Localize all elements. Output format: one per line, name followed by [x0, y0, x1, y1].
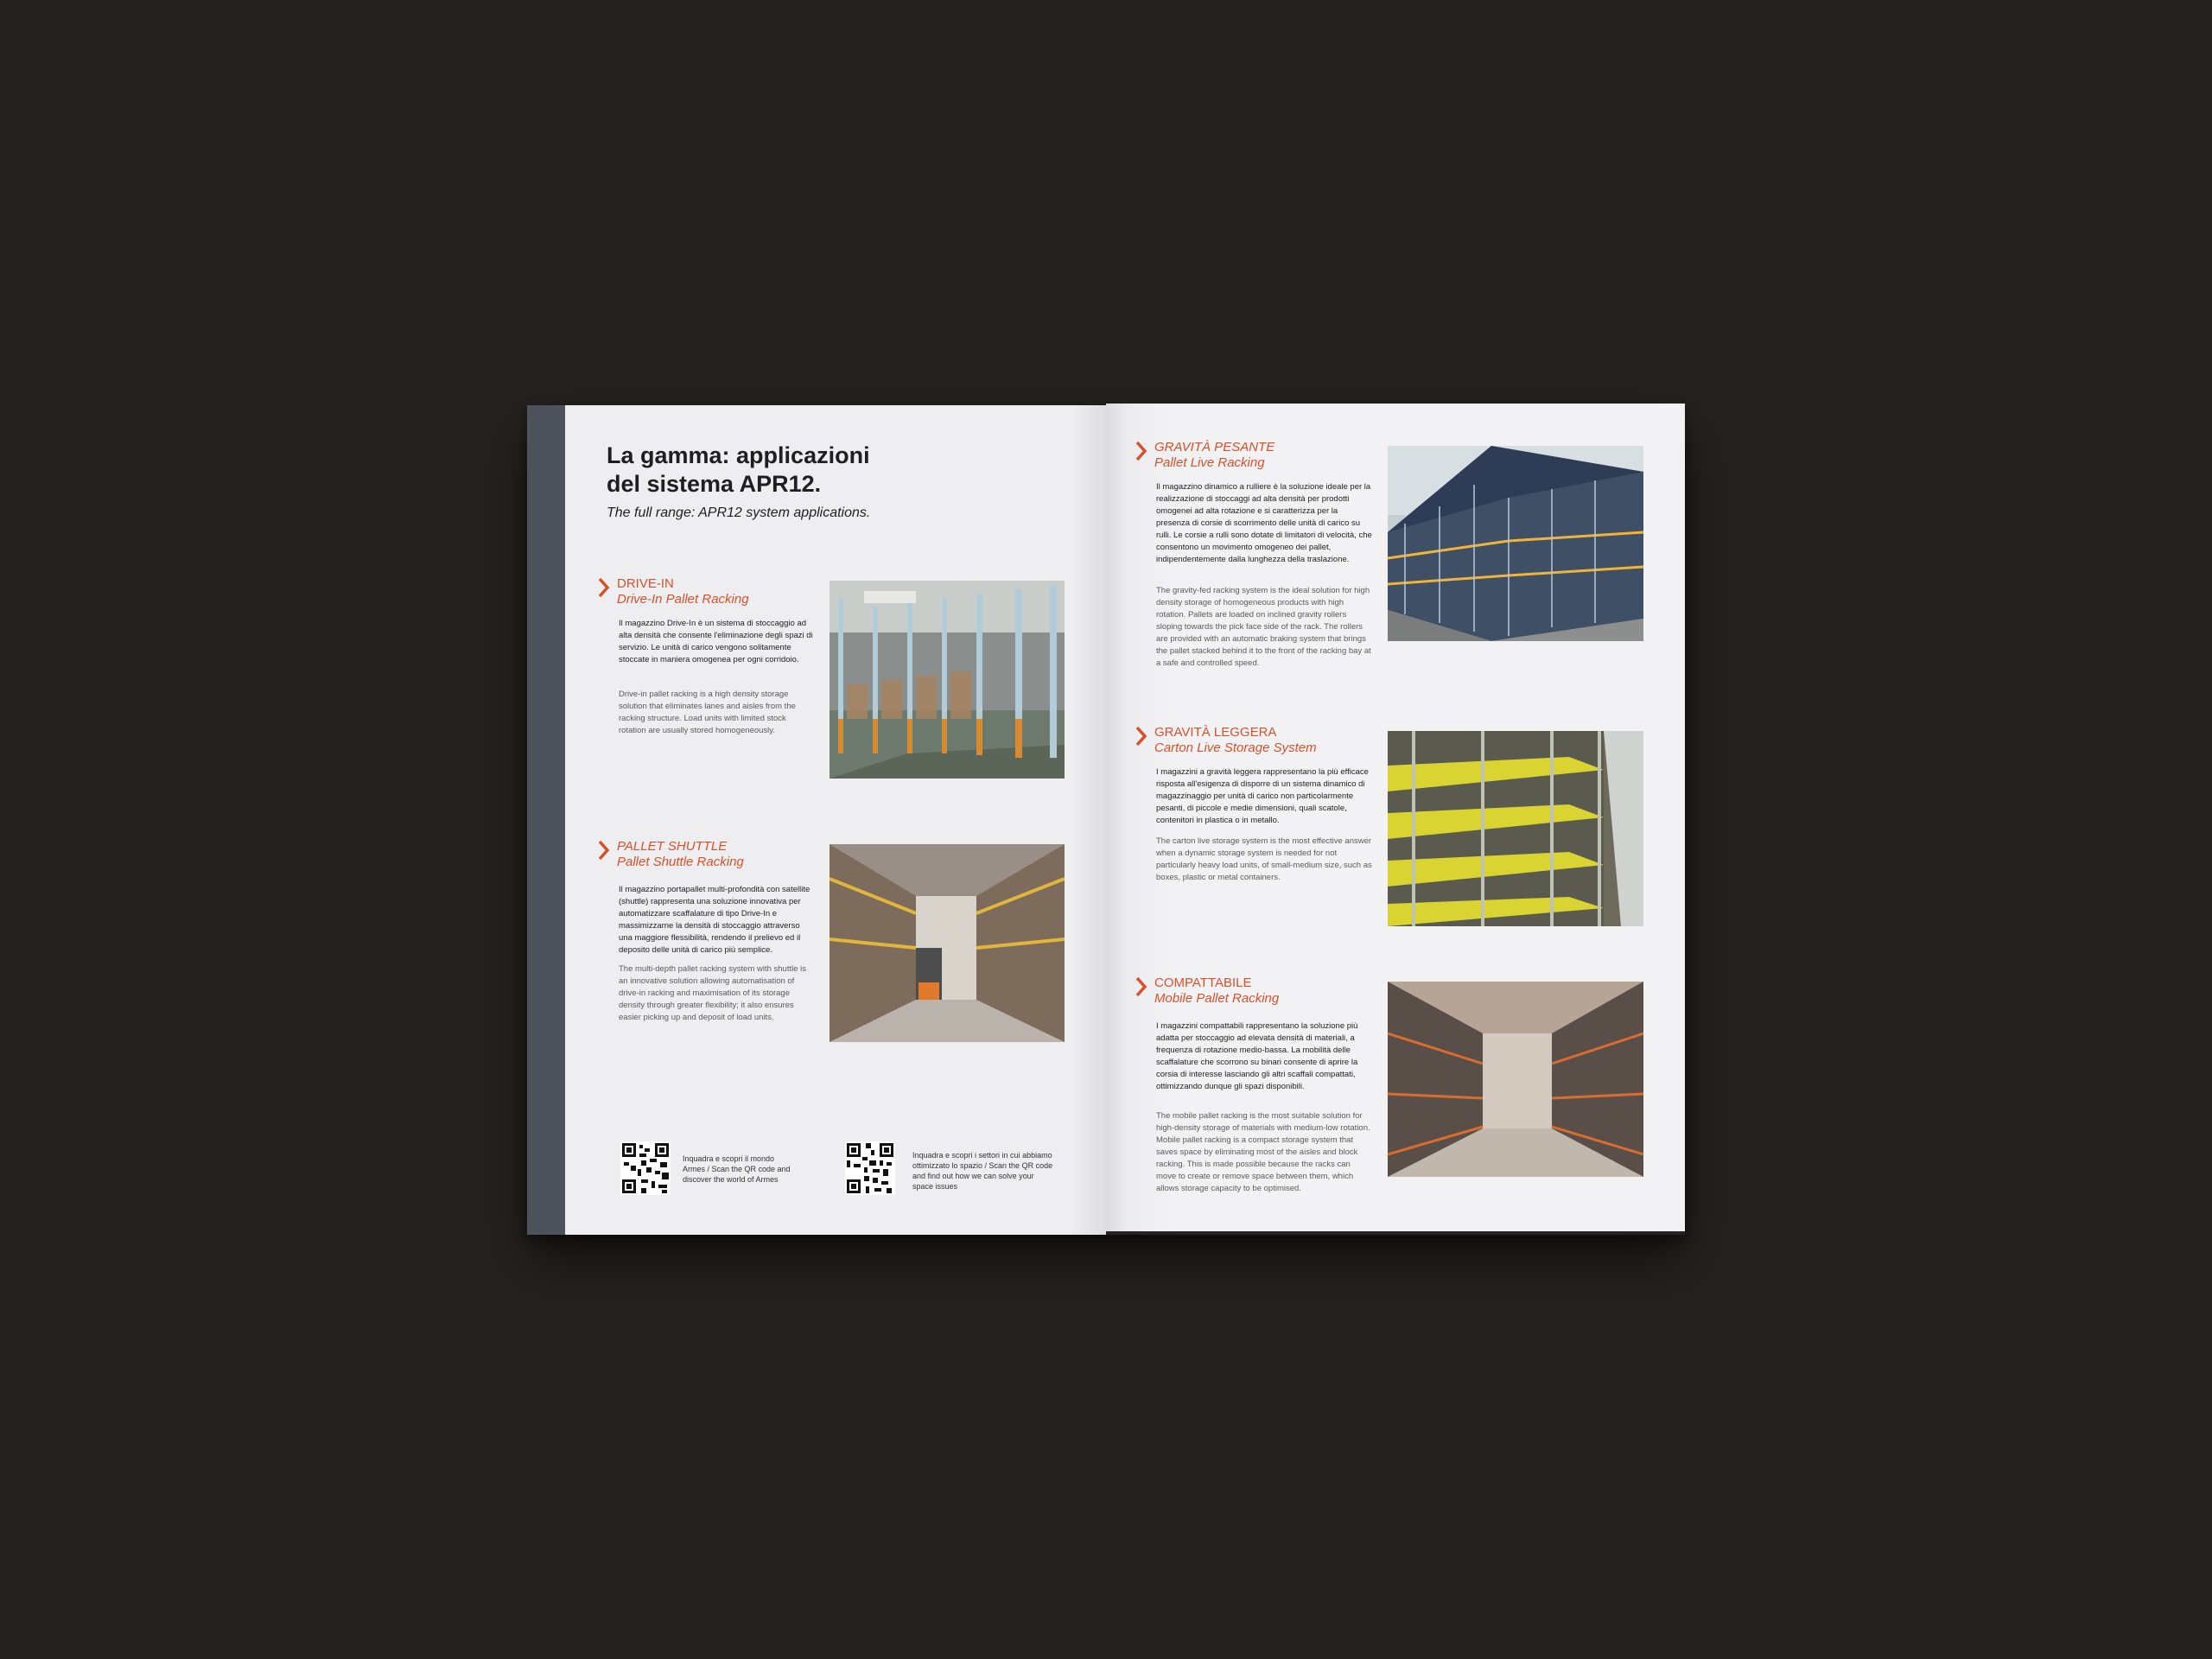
section-heading-drive-in — [598, 576, 814, 611]
page-title-line-1: La gamma: applicazioni — [607, 442, 870, 468]
heavy-text-it: Il magazzino dinamico a rulliere è la soluzione ideale per la realizzazione di stoccaggi ad alta densità per prodotti omogenei ad alta rotazione e si caratterizza per la presenza di corsie di scorrimento delle unità di carico su rulli. Le corsie a rulli sono dotate di limitatori di velocità, che consentono un movimento omogeneo dei pallet, indipendentemente dalla lunghezza della traslazione. — [1156, 482, 1372, 564]
qr-caption: Inquadra e scopri i settori in cui abbiamo ottimizzato lo spazio / Scan the QR code and find out how we can solve your space issues — [912, 1151, 1053, 1191]
drive-in-text-it: Il magazzino Drive-In è un sistema di stoccaggio ad alta densità che consente l'eliminazione degli spazi di servizio. Le unità di carico vengono solitamente stoccate in maniera omogenea per ogni corridoio. — [619, 619, 813, 664]
heavy-text-en: The gravity-fed racking system is the ideal solution for high density storage of homogeneous products with high rotation. Pallets are loaded on inclined gravity rollers sloping towards the pick face side of the rack. The rollers are provided with an automatic braking system that brings the pallet stacked behind it to the front of the racking bay at a safe and controlled speed. — [1156, 586, 1371, 668]
section-heading-gravita-leggera — [1135, 725, 1360, 760]
qr-caption: Inquadra e scopri il mondo Armes / Scan the QR code and discover the world of Armes — [683, 1154, 791, 1184]
pallet-shuttle-photo — [830, 844, 1065, 1042]
mobile-text-it: I magazzini compattabili rappresentano la soluzione più adatta per stoccaggio ad elevata densità di materiali, a frequenza di rotazione medio-bassa. La mobilità delle scaffalature che scorrono su binari consente di aprire la corsia di interesse lasciando gli altri scaffali compattati, ottimizzando dunque gli spazi disponibili. — [1156, 1021, 1358, 1091]
mobile-pallet-racking-photo — [1388, 982, 1643, 1177]
light-text-en: The carton live storage system is the most effective answer when a dynamic storage system is needed for not particularly heavy load units, of small-medium size, such as boxes, plastic or metal containers. — [1156, 836, 1372, 882]
mobile-text-en: The mobile pallet racking is the most suitable solution for high-density storage of materials with medium-low rotation. Mobile pallet racking is a compact storage system that saves space by eliminating most of the aisles and block racking. This is made possible because the racks can move to create or remove space between them, which allows storage capacity to be optimised. — [1156, 1111, 1370, 1193]
chevron-right-icon — [1135, 726, 1147, 747]
section-subtitle: Carton Live Storage System — [1154, 741, 1317, 755]
section-title: GRAVITÀ PESANTE — [1154, 440, 1275, 454]
chevron-right-icon — [1135, 441, 1147, 461]
light-text-it: I magazzini a gravità leggera rappresentano la più efficace risposta all'esigenza di disporre di un sistema dinamico di magazzinaggio per unità di carico non particolarmente pesanti, di piccole e medie dimensioni, quali scatole, contenitori in plastica o in metallo. — [1156, 767, 1369, 825]
pallet-live-racking-photo — [1388, 446, 1643, 641]
section-title: COMPATTABILE — [1154, 976, 1252, 990]
section-subtitle: Pallet Shuttle Racking — [617, 855, 744, 869]
chevron-right-icon — [598, 840, 610, 861]
shuttle-text-it: Il magazzino portapallet multi-profondità con satellite (shuttle) rappresenta una soluzione innovativa per automatizzare scaffalature di tipo Drive-In e massimizzarne la densità di stoccaggio attraverso una maggiore flessibilità, rendendo il prelievo ed il deposito delle unità di carico più semplice. — [619, 885, 810, 955]
brochure-spread — [527, 405, 1685, 1235]
drive-in-racking-photo — [830, 581, 1065, 779]
section-subtitle: Mobile Pallet Racking — [1154, 991, 1280, 1006]
qr-code-icon[interactable] — [845, 1141, 895, 1195]
section-subtitle: Pallet Live Racking — [1154, 455, 1265, 470]
page-title — [607, 442, 870, 499]
section-heading-pallet-shuttle — [598, 839, 814, 874]
qr-code-icon[interactable] — [620, 1141, 671, 1195]
section-title: DRIVE-IN — [617, 576, 674, 591]
section-title: GRAVITÀ LEGGERA — [1154, 725, 1277, 740]
right-page — [1106, 404, 1685, 1231]
page-title-line-2: del sistema APR12. — [607, 471, 822, 497]
section-heading-gravita-pesante — [1135, 440, 1360, 474]
page-subtitle: The full range: APR12 system applications. — [607, 505, 871, 520]
section-heading-compattabile — [1135, 976, 1360, 1010]
drive-in-text-en: Drive-in pallet racking is a high density storage solution that eliminates lanes and aisles from the racking structure. Load units with limited stock rotation are usually stored homogeneously. — [619, 690, 796, 735]
section-title: PALLET SHUTTLE — [617, 839, 728, 854]
left-page — [527, 405, 1106, 1235]
spine-band — [527, 405, 565, 1235]
page-gutter-shadow — [1071, 405, 1106, 1235]
chevron-right-icon — [598, 577, 610, 598]
carton-live-storage-photo — [1388, 731, 1643, 926]
shuttle-text-en: The multi-depth pallet racking system with shuttle is an innovative solution allowing automatisation of drive-in racking and maximisation of its storage density through greater flexibility; it also ensures easier picking up and deposit of load units. — [619, 964, 807, 1022]
section-subtitle: Drive-In Pallet Racking — [617, 592, 749, 607]
chevron-right-icon — [1135, 976, 1147, 997]
